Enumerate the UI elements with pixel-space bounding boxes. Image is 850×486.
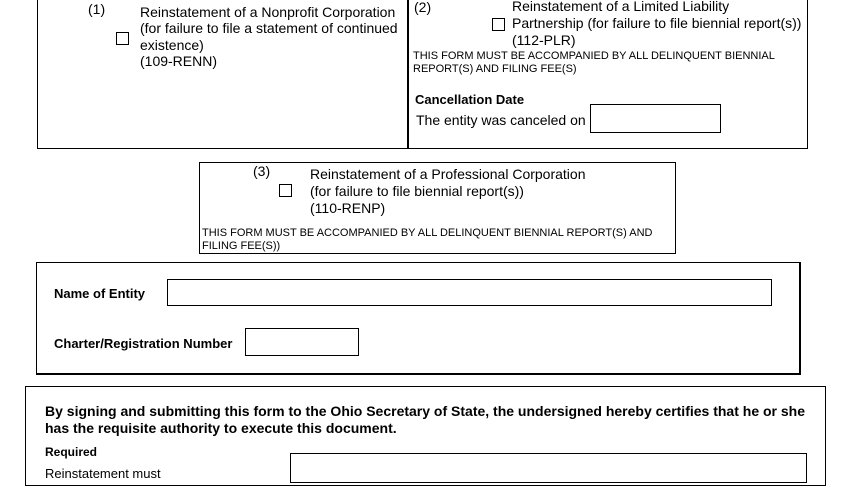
cancellation-date-label: The entity was canceled on (416, 112, 586, 128)
option-3-title: Reinstatement of a Professional Corporation (310, 166, 586, 182)
option-2-checkbox[interactable] (492, 18, 505, 31)
option-2-title: Reinstatement of a Limited Liability (512, 0, 730, 14)
option-2-code: (112-PLR) (512, 32, 576, 48)
required-label: Required (45, 445, 98, 459)
option-3-notice-line-2: FILING FEE(S)) (202, 240, 281, 252)
option-1-title: Reinstatement of a Nonprofit Corporation (140, 4, 396, 20)
option-3-number: (3) (253, 163, 271, 179)
option-1-code: (109-RENN) (140, 53, 218, 69)
certification-line-1: By signing and submitting this form to the Ohio Secretary of State, the undersigned hereby certifies that he or she (45, 403, 806, 419)
option-2-line-2: Partnership (for failure to file biennial report(s)) (512, 15, 802, 31)
entity-name-input[interactable] (167, 279, 772, 306)
reinstatement-must-label: Reinstatement must (45, 466, 161, 481)
signature-input[interactable] (290, 453, 807, 483)
charter-number-input[interactable] (245, 328, 359, 356)
option-3-notice-line-1: THIS FORM MUST BE ACCOMPANIED BY ALL DELINQUENT BIENNIAL REPORT(S) AND (202, 227, 653, 239)
option-2-notice-line-2: REPORT(S) AND FILING FEE(S) (413, 63, 577, 75)
entity-name-label: Name of Entity (54, 286, 146, 301)
option-2-number: (2) (414, 0, 432, 15)
option-3-checkbox[interactable] (279, 184, 292, 197)
option-1-checkbox[interactable] (116, 32, 129, 45)
option-1-number: (1) (88, 1, 106, 17)
charter-number-label: Charter/Registration Number (54, 336, 233, 351)
certification-line-2: has the requisite authority to execute this document. (45, 420, 397, 436)
option-3-line-2: (for failure to file biennial report(s)) (310, 183, 524, 199)
option-1-line-2: (for failure to file a statement of continued (140, 20, 398, 36)
option-1-line-3: existence) (140, 37, 204, 53)
option-3-code: (110-RENP) (310, 200, 386, 216)
option-2-notice-line-1: THIS FORM MUST BE ACCOMPANIED BY ALL DELINQUENT BIENNIAL (413, 50, 775, 62)
cancellation-date-heading: Cancellation Date (415, 92, 525, 107)
cancellation-date-input[interactable] (590, 104, 721, 133)
